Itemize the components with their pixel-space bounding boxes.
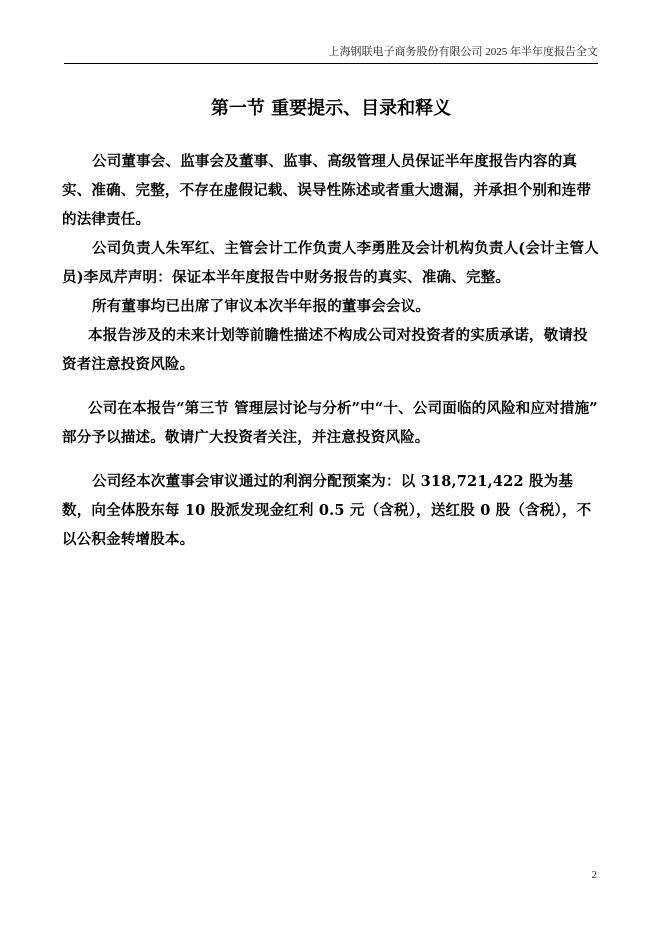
paragraph-forward-looking: 本报告涉及的未来计划等前瞻性描述不构成公司对投资者的实质承诺，敬请投资者注意投资风险。	[62, 327, 588, 373]
paragraph-board-guarantee: 公司董事会、监事会及董事、监事、高级管理人员保证半年度报告内容的真实、准确、完整，不存在虚假记载、误导性陈述或者重大遗漏，并承担个别和连带的法律责任。	[62, 153, 592, 228]
paragraph-responsible-persons: 公司负责人朱军红、主管会计工作负责人李勇胜及会计机构负责人(会计主管人员)李凤芹声明：保证本半年度报告中财务报告的真实、准确、完整。	[62, 240, 599, 286]
paragraph-profit-distribution: 公司经本次董事会审议通过的利润分配预案为：以 318,721,422 股为基数，向全体股东每 10 股派发现金红利 0.5 元（含税），送红股 0 股（含税），不以公积金转增股本。	[62, 473, 592, 548]
document-body	[62, 147, 602, 554]
paragraph-board-attendance: 所有董事均已出席了审议本次半年报的董事会会议。	[92, 298, 431, 315]
paragraph-risk-reference: 公司在本报告“第三节 管理层讨论与分析”中“十、公司面临的风险和应对措施” 部分予以描述。敬请广大投资者关注，并注意投资风险。	[62, 400, 598, 446]
header-text: 上海钢联电子商务股份有限公司 2025 年半年度报告全文	[328, 46, 598, 58]
page-header	[64, 45, 598, 64]
section-title: 第一节 重要提示、目录和释义	[210, 98, 452, 119]
page-number: 2	[591, 869, 597, 881]
